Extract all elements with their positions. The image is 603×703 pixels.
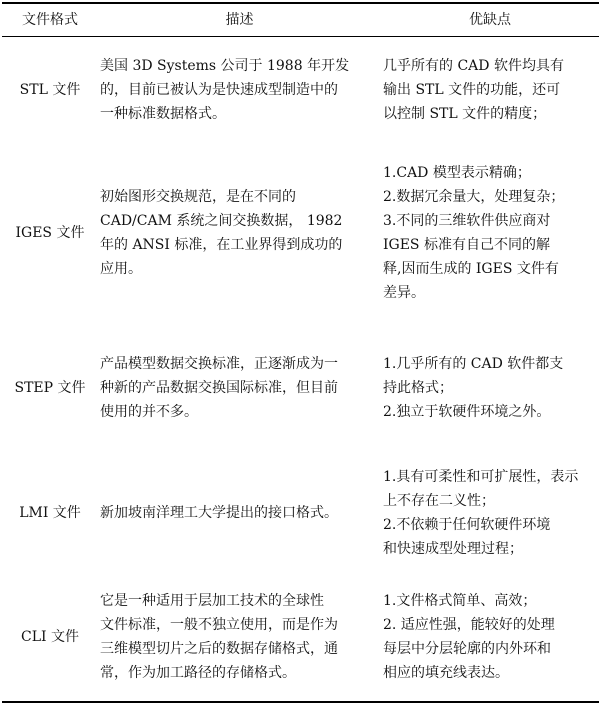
description-line: 常，作为加工路径的存储格式。 xyxy=(100,664,296,681)
description-line: 应用。 xyxy=(100,261,142,277)
description-line: 三维模型切片之后的数据存储格式，通 xyxy=(100,640,338,657)
pros-cons-cell xyxy=(381,36,599,144)
pros-cons-line: 1.CAD 模型表示精确； xyxy=(383,165,531,181)
pros-cons-line: 几乎所有的 CAD 软件均具有 xyxy=(383,58,564,75)
description-line: 它是一种适用于层加工技术的全球性 xyxy=(100,592,324,609)
pros-cons-line: 释,因而生成的 IGES 文件有 xyxy=(383,261,559,277)
description-line: CAD/CAM 系统之间交换数据， 1982 xyxy=(100,213,343,229)
pros-cons-line: 差异。 xyxy=(383,285,425,301)
table-row xyxy=(2,454,599,572)
description-line: 种新的产品数据交换国际标准，但目前 xyxy=(100,380,338,396)
format-cell: IGES 文件 xyxy=(15,225,85,241)
pros-cons-line: 和快速成型处理过程； xyxy=(383,541,523,557)
table-row xyxy=(2,144,599,322)
pros-cons-cell xyxy=(381,454,599,572)
description-cell xyxy=(98,572,381,702)
header-pros-cons: 优缺点 xyxy=(381,3,599,36)
format-cell: LMI 文件 xyxy=(19,505,81,521)
description-line: 初始图形交换规范，是在不同的 xyxy=(100,189,296,205)
pros-cons-cell xyxy=(381,322,599,454)
header-format: 文件格式 xyxy=(2,3,98,36)
pros-cons-line: 以控制 STL 文件的精度； xyxy=(383,106,547,123)
pros-cons-line: 上不存在二义性； xyxy=(383,493,495,509)
pros-cons-line: IGES 标准有自己不同的解 xyxy=(383,237,550,253)
pros-cons-line: 2.独立于软硬件环境之外。 xyxy=(383,404,551,420)
description-line: 美国 3D Systems 公司于 1988 年开发 xyxy=(100,58,350,75)
file-format-table xyxy=(2,2,599,703)
pros-cons-line: 输出 STL 文件的功能，还可 xyxy=(383,82,561,99)
pros-cons-line: 2.数据冗余量大，处理复杂； xyxy=(383,189,565,205)
description-line: 新加坡南洋理工大学提出的接口格式。 xyxy=(100,505,338,521)
description-cell xyxy=(98,322,381,454)
pros-cons-line: 2.不依赖于任何软硬件环境 xyxy=(383,517,551,533)
description-line: 使用的并不多。 xyxy=(100,404,198,420)
table-header-row xyxy=(2,3,599,36)
pros-cons-cell xyxy=(381,572,599,702)
pros-cons-line: 1.具有可柔性和可扩展性，表示 xyxy=(383,469,579,485)
pros-cons-line: 3.不同的三维软件供应商对 xyxy=(383,213,551,229)
pros-cons-line: 每层中分层轮廓的内外环和 xyxy=(383,640,551,657)
description-line: 年的 ANSI 标准，在工业界得到成功的 xyxy=(100,237,343,253)
description-line: 一种标准数据格式。 xyxy=(100,106,226,123)
pros-cons-cell xyxy=(381,144,599,322)
description-cell xyxy=(98,144,381,322)
description-line: 文件标准，一般不独立使用，而是作为 xyxy=(100,616,338,633)
pros-cons-line: 2. 适应性强，能较好的处理 xyxy=(383,616,555,633)
description-line: 产品模型数据交换标准，正逐渐成为一 xyxy=(100,356,338,372)
format-cell: STEP 文件 xyxy=(14,380,86,396)
table-row xyxy=(2,572,599,702)
table-row xyxy=(2,36,599,144)
description-cell xyxy=(98,454,381,572)
pros-cons-line: 相应的填充线表达。 xyxy=(383,664,509,681)
table-row xyxy=(2,322,599,454)
pros-cons-line: 持此格式； xyxy=(383,380,453,396)
pros-cons-line: 1.几乎所有的 CAD 软件都支 xyxy=(383,356,564,372)
format-cell: STL 文件 xyxy=(19,82,81,99)
header-description: 描述 xyxy=(98,3,381,36)
pros-cons-line: 1.文件格式简单、高效； xyxy=(383,592,537,609)
description-line: 的，目前已被认为是快速成型制造中的 xyxy=(100,82,338,99)
description-cell xyxy=(98,36,381,144)
format-cell: CLI 文件 xyxy=(2,572,98,702)
